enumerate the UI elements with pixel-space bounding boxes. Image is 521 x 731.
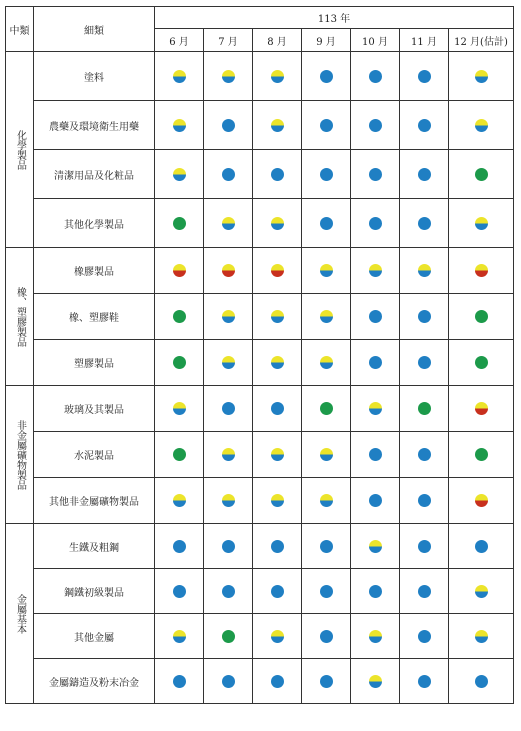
signal-light-blue-icon [369, 119, 382, 132]
signal-cell [351, 199, 400, 248]
signal-cell [449, 386, 514, 432]
signal-cell [253, 478, 302, 524]
signal-cell [351, 386, 400, 432]
signal-light-blue-icon [271, 402, 284, 415]
signal-cell [351, 569, 400, 614]
signal-light-yellow-blue-icon [418, 264, 431, 277]
signal-light-yellow-blue-icon [475, 217, 488, 230]
signal-light-yellow-blue-icon [173, 630, 186, 643]
signal-light-blue-icon [418, 217, 431, 230]
signal-cell [400, 101, 449, 150]
mid-category-label: 化學製品 [14, 129, 26, 170]
signal-light-green-icon [418, 402, 431, 415]
signal-cell [351, 340, 400, 386]
signal-light-blue-icon [320, 630, 333, 643]
signal-cell [155, 52, 204, 101]
signal-cell [351, 150, 400, 199]
signal-light-green-icon [173, 356, 186, 369]
signal-light-blue-icon [222, 119, 235, 132]
header-month: 8 月 [253, 29, 302, 52]
signal-cell [302, 478, 351, 524]
signal-cell [449, 150, 514, 199]
signal-light-yellow-blue-icon [173, 494, 186, 507]
table-body [6, 7, 514, 704]
signal-cell [449, 199, 514, 248]
signal-cell [155, 386, 204, 432]
signal-light-yellow-blue-icon [369, 264, 382, 277]
signal-light-yellow-blue-icon [271, 356, 284, 369]
signal-light-green-icon [173, 448, 186, 461]
signal-light-blue-icon [320, 217, 333, 230]
signal-cell [400, 294, 449, 340]
signal-cell [302, 659, 351, 704]
signal-light-yellow-blue-icon [271, 448, 284, 461]
signal-cell [155, 199, 204, 248]
signal-light-yellow-blue-icon [271, 630, 284, 643]
signal-light-blue-icon [369, 494, 382, 507]
sub-category-label: 鋼鐵初級製品 [34, 569, 155, 614]
signal-cell [253, 248, 302, 294]
signal-light-yellow-blue-icon [173, 119, 186, 132]
sub-category-label: 橡、塑膠鞋 [34, 294, 155, 340]
signal-cell [155, 294, 204, 340]
signal-light-yellow-red-icon [475, 264, 488, 277]
signal-cell [400, 52, 449, 101]
signal-light-yellow-blue-icon [320, 494, 333, 507]
signal-light-green-icon [320, 402, 333, 415]
signal-light-blue-icon [418, 448, 431, 461]
signal-cell [155, 524, 204, 569]
signal-light-green-icon [173, 217, 186, 230]
table-row [6, 150, 514, 199]
signal-light-yellow-blue-icon [222, 448, 235, 461]
signal-cell [204, 101, 253, 150]
signal-light-yellow-red-icon [475, 402, 488, 415]
signal-cell [204, 294, 253, 340]
signal-cell [253, 199, 302, 248]
signal-light-blue-icon [222, 402, 235, 415]
signal-light-blue-icon [320, 675, 333, 688]
signal-cell [204, 524, 253, 569]
signal-light-blue-icon [271, 675, 284, 688]
signal-light-blue-icon [418, 70, 431, 83]
signal-cell [449, 569, 514, 614]
signal-cell [400, 340, 449, 386]
signal-cell [204, 199, 253, 248]
signal-light-blue-icon [418, 494, 431, 507]
signal-cell [351, 659, 400, 704]
signal-light-yellow-blue-icon [320, 264, 333, 277]
signal-light-green-icon [475, 310, 488, 323]
table-row [6, 101, 514, 150]
signal-cell [449, 478, 514, 524]
business-signal-table [5, 6, 514, 704]
signal-cell [204, 432, 253, 478]
signal-cell [302, 52, 351, 101]
signal-light-yellow-blue-icon [222, 217, 235, 230]
signal-light-blue-icon [475, 675, 488, 688]
signal-cell [155, 101, 204, 150]
signal-light-blue-icon [369, 448, 382, 461]
signal-light-yellow-blue-icon [320, 448, 333, 461]
signal-light-yellow-blue-icon [320, 310, 333, 323]
mid-category-cell [6, 386, 34, 524]
signal-light-blue-icon [271, 585, 284, 598]
signal-cell [253, 340, 302, 386]
header-month: 6 月 [155, 29, 204, 52]
signal-light-yellow-blue-icon [173, 402, 186, 415]
mid-category-label: 非金屬礦物製品 [14, 419, 26, 490]
signal-cell [204, 248, 253, 294]
signal-light-green-icon [475, 448, 488, 461]
signal-cell [400, 614, 449, 659]
signal-light-yellow-blue-icon [271, 119, 284, 132]
signal-light-yellow-blue-icon [222, 70, 235, 83]
signal-light-blue-icon [271, 168, 284, 181]
signal-light-yellow-blue-icon [222, 356, 235, 369]
signal-cell [400, 248, 449, 294]
table-row [6, 659, 514, 704]
header-sub-category: 細類 [34, 7, 155, 52]
signal-light-green-icon [222, 630, 235, 643]
table-row [6, 432, 514, 478]
signal-cell [449, 101, 514, 150]
table-row [6, 340, 514, 386]
signal-light-blue-icon [369, 585, 382, 598]
header-month: 7 月 [204, 29, 253, 52]
signal-cell [155, 248, 204, 294]
table-row [6, 52, 514, 101]
signal-cell [449, 52, 514, 101]
signal-light-blue-icon [222, 675, 235, 688]
signal-light-blue-icon [418, 630, 431, 643]
signal-cell [302, 199, 351, 248]
signal-cell [400, 386, 449, 432]
mid-category-cell [6, 248, 34, 386]
sub-category-label: 生鐵及粗鋼 [34, 524, 155, 569]
signal-cell [204, 386, 253, 432]
signal-light-green-icon [475, 168, 488, 181]
mid-category-label: 金屬基本 [14, 593, 26, 634]
signal-light-yellow-blue-icon [369, 630, 382, 643]
signal-cell [155, 569, 204, 614]
signal-cell [302, 248, 351, 294]
signal-light-yellow-red-icon [222, 264, 235, 277]
signal-cell [155, 659, 204, 704]
signal-cell [302, 524, 351, 569]
signal-cell [449, 432, 514, 478]
sub-category-label: 清潔用品及化粧品 [34, 150, 155, 199]
signal-cell [204, 478, 253, 524]
signal-cell [253, 614, 302, 659]
signal-light-blue-icon [369, 356, 382, 369]
signal-cell [351, 101, 400, 150]
signal-cell [449, 340, 514, 386]
signal-cell [253, 150, 302, 199]
signal-cell [449, 659, 514, 704]
signal-light-yellow-blue-icon [369, 540, 382, 553]
signal-light-yellow-blue-icon [173, 70, 186, 83]
signal-light-yellow-blue-icon [271, 70, 284, 83]
header-month: 10 月 [351, 29, 400, 52]
signal-light-blue-icon [320, 585, 333, 598]
signal-cell [155, 340, 204, 386]
table-row [6, 248, 514, 294]
header-mid-category: 中類 [6, 7, 34, 52]
signal-cell [204, 614, 253, 659]
signal-cell [351, 614, 400, 659]
signal-light-blue-icon [418, 356, 431, 369]
signal-cell [400, 150, 449, 199]
signal-light-blue-icon [271, 540, 284, 553]
signal-cell [351, 432, 400, 478]
sub-category-label: 其他化學製品 [34, 199, 155, 248]
table-row [6, 478, 514, 524]
sub-category-label: 塗料 [34, 52, 155, 101]
signal-light-yellow-blue-icon [222, 494, 235, 507]
header-month: 11 月 [400, 29, 449, 52]
signal-cell [253, 524, 302, 569]
signal-cell [400, 478, 449, 524]
table-row [6, 386, 514, 432]
signal-cell [302, 614, 351, 659]
table-row [6, 614, 514, 659]
signal-light-green-icon [173, 310, 186, 323]
mid-category-cell [6, 52, 34, 248]
signal-light-yellow-blue-icon [320, 356, 333, 369]
sub-category-label: 塑膠製品 [34, 340, 155, 386]
signal-light-yellow-blue-icon [475, 585, 488, 598]
table-row [6, 524, 514, 569]
signal-light-yellow-blue-icon [369, 402, 382, 415]
signal-light-blue-icon [418, 675, 431, 688]
signal-light-blue-icon [369, 310, 382, 323]
signal-light-yellow-blue-icon [475, 70, 488, 83]
signal-cell [302, 101, 351, 150]
signal-light-yellow-blue-icon [271, 310, 284, 323]
signal-light-yellow-blue-icon [475, 630, 488, 643]
signal-cell [400, 659, 449, 704]
signal-light-blue-icon [173, 540, 186, 553]
signal-light-blue-icon [320, 168, 333, 181]
sub-category-label: 其他非金屬礦物製品 [34, 478, 155, 524]
sub-category-label: 水泥製品 [34, 432, 155, 478]
signal-light-blue-icon [173, 675, 186, 688]
table-row [6, 199, 514, 248]
header-row-year [6, 7, 514, 29]
signal-cell [253, 101, 302, 150]
signal-cell [351, 248, 400, 294]
signal-cell [155, 150, 204, 199]
signal-light-blue-icon [475, 540, 488, 553]
header-year: 113 年 [155, 7, 514, 29]
signal-light-blue-icon [369, 70, 382, 83]
signal-cell [204, 569, 253, 614]
signal-cell [204, 659, 253, 704]
sub-category-label: 橡膠製品 [34, 248, 155, 294]
signal-cell [253, 432, 302, 478]
sub-category-label: 金屬鑄造及粉末冶金 [34, 659, 155, 704]
signal-cell [253, 386, 302, 432]
signal-cell [302, 432, 351, 478]
signal-light-blue-icon [320, 119, 333, 132]
table-row [6, 569, 514, 614]
header-month: 9 月 [302, 29, 351, 52]
signal-light-blue-icon [418, 168, 431, 181]
signal-light-yellow-red-icon [173, 264, 186, 277]
signal-light-yellow-blue-icon [222, 310, 235, 323]
signal-cell [302, 340, 351, 386]
signal-cell [253, 659, 302, 704]
signal-light-yellow-blue-icon [271, 217, 284, 230]
signal-light-green-icon [475, 356, 488, 369]
signal-light-blue-icon [173, 585, 186, 598]
table-row [6, 294, 514, 340]
sub-category-label: 農藥及環境衛生用藥 [34, 101, 155, 150]
signal-cell [155, 432, 204, 478]
sub-category-label: 玻璃及其製品 [34, 386, 155, 432]
signal-cell [302, 294, 351, 340]
signal-cell [400, 199, 449, 248]
signal-cell [204, 52, 253, 101]
signal-cell [449, 294, 514, 340]
signal-cell [155, 478, 204, 524]
signal-light-blue-icon [222, 585, 235, 598]
signal-light-blue-icon [418, 540, 431, 553]
signal-cell [400, 569, 449, 614]
signal-light-blue-icon [369, 217, 382, 230]
signal-light-blue-icon [320, 70, 333, 83]
signal-light-blue-icon [222, 540, 235, 553]
signal-light-yellow-blue-icon [475, 119, 488, 132]
signal-cell [400, 524, 449, 569]
signal-cell [204, 150, 253, 199]
signal-light-yellow-red-icon [271, 264, 284, 277]
mid-category-label: 橡、塑膠製品 [14, 286, 26, 347]
signal-cell [351, 524, 400, 569]
signal-cell [302, 569, 351, 614]
signal-cell [351, 478, 400, 524]
signal-cell [449, 614, 514, 659]
signal-cell [449, 248, 514, 294]
signal-cell [351, 294, 400, 340]
signal-cell [302, 150, 351, 199]
mid-category-cell [6, 524, 34, 704]
signal-light-yellow-blue-icon [369, 675, 382, 688]
signal-light-blue-icon [418, 585, 431, 598]
signal-light-blue-icon [418, 310, 431, 323]
signal-cell [155, 614, 204, 659]
signal-light-blue-icon [320, 540, 333, 553]
signal-cell [253, 52, 302, 101]
signal-light-yellow-blue-icon [271, 494, 284, 507]
signal-cell [204, 340, 253, 386]
signal-cell [253, 294, 302, 340]
signal-cell [253, 569, 302, 614]
signal-cell [351, 52, 400, 101]
signal-light-blue-icon [222, 168, 235, 181]
signal-light-yellow-blue-icon [173, 168, 186, 181]
signal-light-yellow-red-icon [475, 494, 488, 507]
signal-light-blue-icon [418, 119, 431, 132]
signal-cell [400, 432, 449, 478]
signal-cell [302, 386, 351, 432]
header-month: 12 月(估計) [449, 29, 514, 52]
sub-category-label: 其他金屬 [34, 614, 155, 659]
signal-light-blue-icon [369, 168, 382, 181]
signal-cell [449, 524, 514, 569]
